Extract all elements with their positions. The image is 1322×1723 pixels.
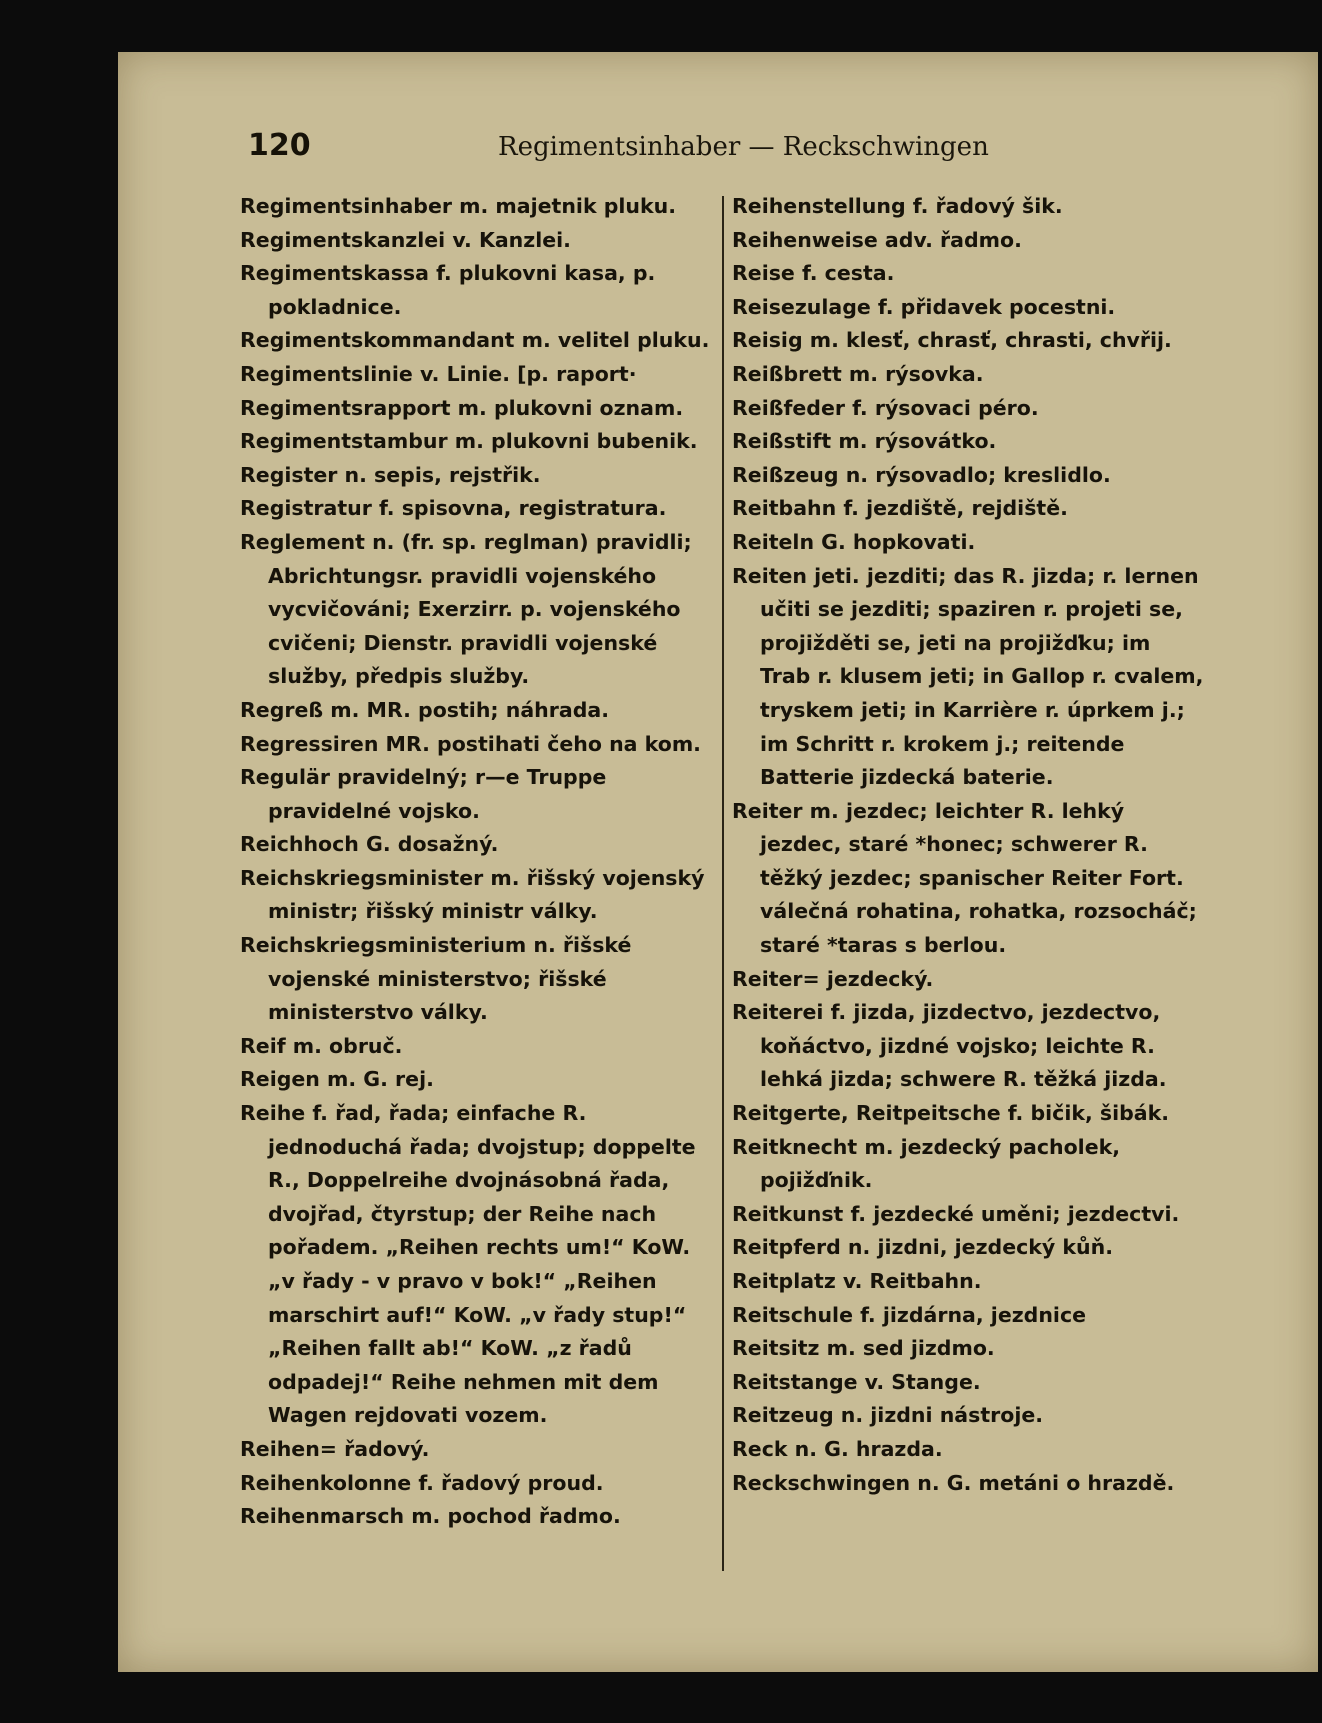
dictionary-entry: Reif m. obruč.	[240, 1033, 403, 1058]
dictionary-entry: Reitschule f. jizdárna, jezdnice	[732, 1302, 1087, 1327]
dictionary-entry: Reckschwingen n. G. metáni o hrazdě.	[732, 1470, 1175, 1495]
running-title: Regimentsinhaber — Reckschwingen	[498, 132, 989, 162]
dictionary-entry: Reitkunst f. jezdecké uměni; jezdectvi.	[732, 1201, 1180, 1226]
dictionary-entry: Reiteln G. hopkovati.	[732, 529, 976, 554]
dictionary-entry: Reißfeder f. rýsovaci péro.	[732, 395, 1039, 420]
dictionary-entry: Regimentskanzlei v. Kanzlei.	[240, 227, 571, 252]
dictionary-entry: Reisig m. klesť, chrasť, chrasti, chvřij.	[732, 328, 1172, 353]
dictionary-entry: Reitbahn f. jezdiště, rejdiště.	[732, 496, 1068, 521]
dictionary-entry: Reck n. G. hrazda.	[732, 1436, 943, 1461]
dictionary-entry: Reiten jeti. jezditi; das R. jizda; r. lernen učiti se jezditi; spaziren r. projeti se, projižděti se, jeti na projižďku; im Trab r. klusem jeti; in Gallop r. cvalem, tryskem jeti; in Karrière r. úprkem j.; im Schritt r. krokem j.; reitende Batterie jizdecká baterie.	[732, 563, 1204, 790]
dictionary-entry: Reißstift m. rýsovátko.	[732, 429, 997, 454]
dictionary-entry: Reihe f. řad, řada; einfache R. jednoduchá řada; dvojstup; doppelte R., Doppelreihe dvojnásobná řada, dvojřad, čtyrstup; der Reihe nach pořadem. „Reihen rechts um!“ KoW. „v řady - v pravo v bok!“ „Reihen marschirt auf!“ KoW. „v řady stup!“ „Reihen fallt ab!“ KoW. „z řadů odpadej!“ Reihe nehmen mit dem Wagen rejdovati vozem.	[240, 1101, 696, 1428]
dictionary-entry: Regimentslinie v. Linie. [p. raport·	[240, 361, 637, 386]
dictionary-entry: Reihenmarsch m. pochod řadmo.	[240, 1504, 621, 1529]
dictionary-entry: Reiterei f. jizda, jizdectvo, jezdectvo, koňáctvo, jizdné vojsko; leichte R. lehká jizda; schwere R. těžká jizda.	[732, 1000, 1167, 1092]
dictionary-entry: Regimentskommandant m. velitel pluku.	[240, 328, 710, 353]
page-header	[248, 128, 989, 168]
left-column	[240, 190, 716, 1534]
dictionary-entry: Regimentsrapport m. plukovni oznam.	[240, 395, 684, 420]
dictionary-entry: Reitplatz v. Reitbahn.	[732, 1269, 982, 1293]
dictionary-entry: Reise f. cesta.	[732, 261, 895, 286]
dictionary-entry: Reitpferd n. jizdni, jezdecký kůň.	[732, 1235, 1113, 1260]
dictionary-entry: Reißzeug n. rýsovadlo; kreslidlo.	[732, 462, 1111, 487]
dictionary-entry: Reichhoch G. dosažný.	[240, 832, 499, 857]
dictionary-entry: Reigen m. G. rej.	[240, 1067, 434, 1092]
dictionary-entry: Reitknecht m. jezdecký pacholek, pojižďnik.	[732, 1134, 1121, 1193]
dictionary-entry: Regressiren MR. postihati čeho na kom.	[240, 731, 701, 756]
dictionary-entry: Regimentsinhaber m. majetnik pluku.	[240, 194, 677, 218]
dictionary-entry: Reitstange v. Stange.	[732, 1369, 981, 1394]
dictionary-entry: Reichskriegsminister m. řišský vojenský ministr; řišský ministr války.	[240, 865, 705, 924]
dictionary-entry: Register n. sepis, rejstřik.	[240, 462, 541, 487]
dictionary-entry: Reißbrett m. rýsovka.	[732, 361, 984, 386]
dictionary-entry: Reisezulage f. přidavek pocestni.	[732, 294, 1116, 319]
dictionary-entry: Reglement n. (fr. sp. reglman) pravidli; Abrichtungsr. pravidli vojenského vycvičováni; Exerzirr. p. vojenského cvičeni; Dienstr. pravidli vojenské služby, předpis služby.	[240, 529, 692, 689]
dictionary-entry: Reihenkolonne f. řadový proud.	[240, 1470, 604, 1495]
dictionary-entry: Reihen= řadový.	[240, 1436, 430, 1461]
dictionary-entry: Reitsitz m. sed jizdmo.	[732, 1336, 995, 1361]
right-column	[732, 190, 1204, 1500]
column-divider	[722, 196, 724, 1571]
dictionary-entry: Reihenstellung f. řadový šik.	[732, 194, 1063, 218]
dictionary-entry: Reiter= jezdecký.	[732, 966, 934, 991]
dictionary-entry: Reihenweise adv. řadmo.	[732, 227, 1022, 252]
dictionary-entry: Regreß m. MR. postih; náhrada.	[240, 697, 610, 722]
dictionary-entry: Reitzeug n. jizdni nástroje.	[732, 1403, 1044, 1428]
dictionary-entry: Regimentstambur m. plukovni bubenik.	[240, 429, 698, 454]
dictionary-entry: Registratur f. spisovna, registratura.	[240, 496, 667, 521]
dictionary-entry: Regimentskassa f. plukovni kasa, p. pokladnice.	[240, 261, 656, 319]
dictionary-entry: Reitgerte, Reitpeitsche f. bičik, šibák.	[732, 1101, 1170, 1126]
dictionary-entry: Reichskriegsministerium n. řišské vojenské ministerstvo; řišské ministerstvo války.	[240, 933, 632, 1025]
dictionary-entry: Regulär pravidelný; r—e Truppe pravidelné vojsko.	[240, 765, 607, 823]
dictionary-entry: Reiter m. jezdec; leichter R. lehký jezdec, staré *honec; schwerer R. těžký jezdec; spanischer Reiter Fort. válečná rohatina, rohatka, rozsocháč; staré *taras s berlou.	[732, 798, 1197, 958]
page-number: 120	[248, 128, 311, 163]
